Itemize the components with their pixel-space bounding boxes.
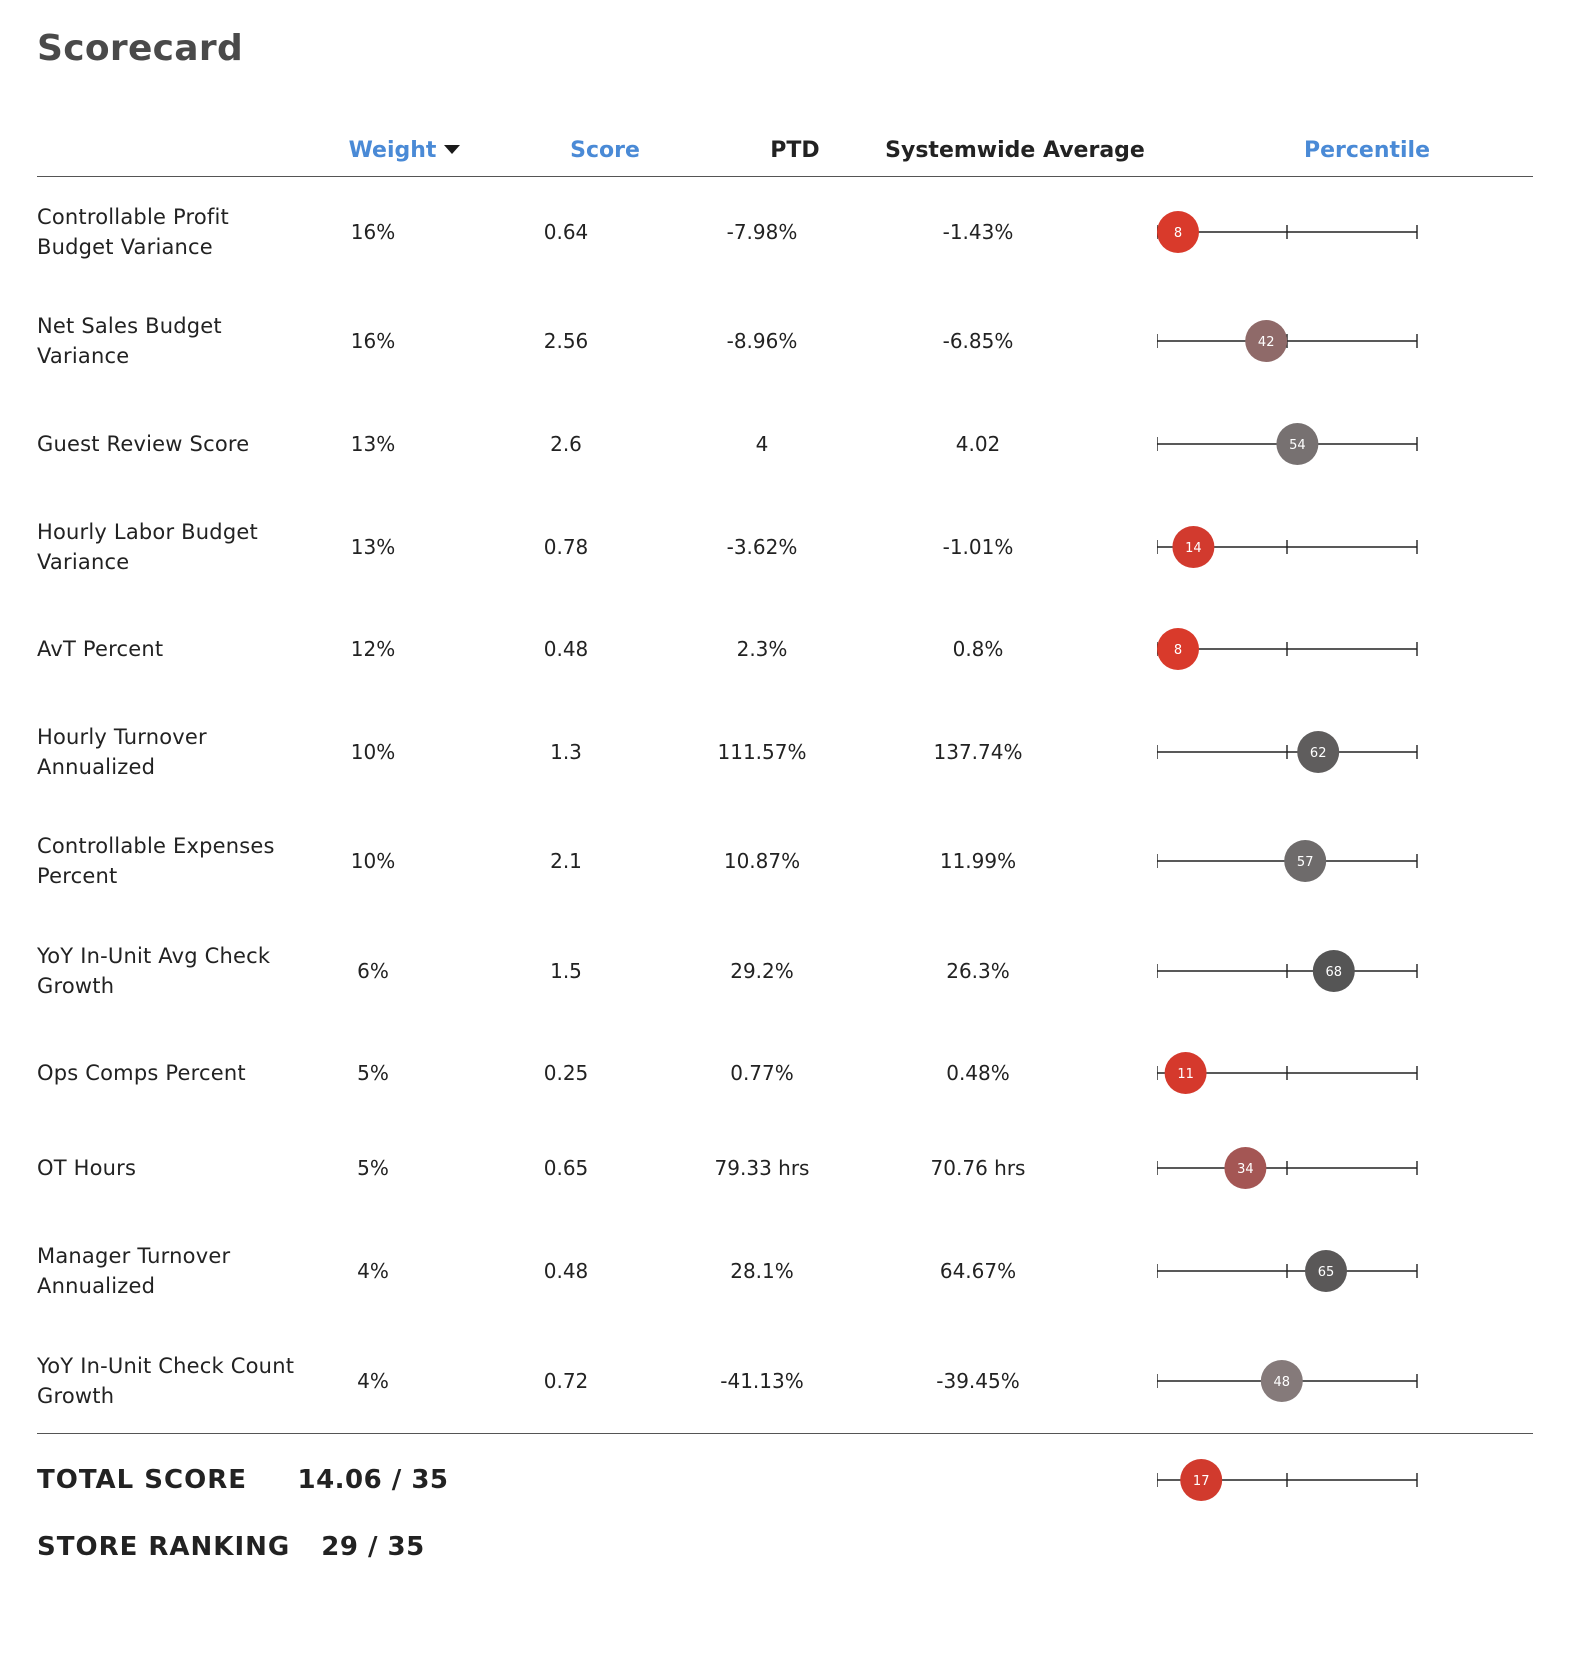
systemwide-average-cell: -6.85% — [942, 329, 1014, 353]
column-header-ptd: PTD — [770, 138, 820, 163]
total-percentile-indicator — [1157, 1455, 1429, 1505]
percentile-svg — [1157, 946, 1429, 996]
systemwide-average-cell: -1.43% — [942, 220, 1014, 244]
percentile-indicator — [1157, 419, 1429, 469]
score-cell: 0.48 — [543, 1259, 589, 1283]
ptd-cell: -8.96% — [726, 329, 798, 353]
systemwide-average-cell: 0.48% — [946, 1061, 1010, 1085]
page-title: Scorecard — [37, 28, 244, 69]
score-cell: 2.1 — [550, 849, 582, 873]
total-score-label: TOTAL SCORE — [37, 1465, 247, 1495]
percentile-value-label: 8 — [1173, 226, 1183, 241]
percentile-value-label: 42 — [1257, 335, 1275, 350]
metric-name: Net Sales Budget Variance — [37, 314, 222, 368]
ptd-cell: 79.33 hrs — [714, 1156, 810, 1180]
score-cell: 2.6 — [550, 432, 582, 456]
percentile-indicator — [1157, 1246, 1429, 1296]
systemwide-average-cell: 26.3% — [946, 959, 1010, 983]
systemwide-average-cell: -1.01% — [942, 535, 1014, 559]
column-header-percentile[interactable]: Percentile — [1303, 138, 1431, 163]
metric-name: Manager Turnover Annualized — [37, 1244, 231, 1298]
column-header-score[interactable]: Score — [570, 138, 640, 163]
percentile-svg — [1157, 316, 1429, 366]
weight-cell: 16% — [350, 329, 396, 353]
percentile-indicator — [1157, 727, 1429, 777]
weight-cell: 10% — [350, 849, 396, 873]
weight-cell: 4% — [357, 1369, 389, 1393]
ptd-cell: 2.3% — [736, 637, 788, 661]
score-cell: 2.56 — [543, 329, 589, 353]
score-cell: 1.3 — [550, 740, 582, 764]
footer-divider — [37, 1433, 1533, 1434]
ptd-cell: -3.62% — [726, 535, 798, 559]
percentile-indicator — [1157, 1356, 1429, 1406]
percentile-svg — [1157, 624, 1429, 674]
percentile-indicator — [1157, 946, 1429, 996]
percentile-value-label: 57 — [1296, 855, 1314, 870]
ptd-cell: 28.1% — [730, 1259, 794, 1283]
total-score-value: 14.06 / 35 — [297, 1465, 449, 1495]
weight-cell: 13% — [350, 432, 396, 456]
metric-name: AvT Percent — [37, 637, 164, 661]
percentile-indicator — [1157, 836, 1429, 886]
percentile-indicator — [1157, 1048, 1429, 1098]
percentile-value-label: 62 — [1309, 746, 1327, 761]
percentile-svg — [1157, 419, 1429, 469]
percentile-svg — [1157, 1246, 1429, 1296]
metric-name: Controllable Expenses Percent — [37, 834, 275, 888]
store-ranking-value: 29 / 35 — [321, 1532, 425, 1562]
score-cell: 0.72 — [543, 1369, 589, 1393]
percentile-value-label: 8 — [1173, 643, 1183, 658]
metric-name: Hourly Turnover Annualized — [37, 725, 207, 779]
percentile-svg — [1157, 727, 1429, 777]
total-percentile-svg — [1157, 1455, 1429, 1505]
percentile-indicator — [1157, 316, 1429, 366]
ptd-cell: 111.57% — [717, 740, 807, 764]
percentile-value-label: 34 — [1237, 1162, 1254, 1177]
weight-cell: 16% — [350, 220, 396, 244]
systemwide-average-cell: 4.02 — [955, 432, 1001, 456]
table-header — [37, 138, 1533, 184]
percentile-svg — [1157, 207, 1429, 257]
column-header-systemwide-average: Systemwide Average — [885, 138, 1145, 163]
percentile-svg — [1157, 1143, 1429, 1193]
percentile-value-label: 54 — [1289, 438, 1306, 453]
ptd-cell: 4 — [755, 432, 769, 456]
metric-name: Controllable Profit Budget Variance — [37, 205, 229, 259]
weight-cell: 6% — [357, 959, 389, 983]
metric-name: YoY In-Unit Avg Check Growth — [37, 944, 271, 998]
weight-cell: 5% — [357, 1061, 389, 1085]
column-header-weight-label: Weight — [348, 138, 437, 163]
weight-cell: 5% — [357, 1156, 389, 1180]
ptd-cell: -41.13% — [720, 1369, 804, 1393]
score-cell: 0.78 — [543, 535, 589, 559]
metric-name: Ops Comps Percent — [37, 1061, 246, 1085]
total-percentile-value-label: 17 — [1192, 1474, 1210, 1489]
percentile-value-label: 48 — [1273, 1375, 1291, 1390]
percentile-indicator — [1157, 522, 1429, 572]
score-cell: 0.64 — [543, 220, 589, 244]
caret-down-icon — [444, 145, 460, 154]
systemwide-average-cell: 64.67% — [939, 1259, 1017, 1283]
percentile-svg — [1157, 1048, 1429, 1098]
systemwide-average-cell: 11.99% — [939, 849, 1017, 873]
percentile-value-label: 11 — [1177, 1067, 1194, 1082]
percentile-value-label: 68 — [1325, 965, 1343, 980]
score-cell: 0.48 — [543, 637, 589, 661]
percentile-value-label: 14 — [1185, 541, 1202, 556]
metric-name: OT Hours — [37, 1156, 137, 1180]
score-cell: 0.25 — [543, 1061, 589, 1085]
metric-name: Hourly Labor Budget Variance — [37, 520, 258, 574]
metric-name: YoY In-Unit Check Count Growth — [37, 1354, 295, 1408]
percentile-indicator — [1157, 1143, 1429, 1193]
ptd-cell: 0.77% — [730, 1061, 794, 1085]
header-divider — [37, 176, 1533, 177]
systemwide-average-cell: 137.74% — [933, 740, 1023, 764]
weight-cell: 4% — [357, 1259, 389, 1283]
ptd-cell: -7.98% — [726, 220, 798, 244]
weight-cell: 13% — [350, 535, 396, 559]
percentile-svg — [1157, 522, 1429, 572]
systemwide-average-cell: -39.45% — [936, 1369, 1020, 1393]
percentile-indicator — [1157, 207, 1429, 257]
systemwide-average-cell: 70.76 hrs — [930, 1156, 1026, 1180]
score-cell: 1.5 — [550, 959, 582, 983]
weight-cell: 12% — [350, 637, 396, 661]
percentile-svg — [1157, 836, 1429, 886]
ptd-cell: 10.87% — [723, 849, 801, 873]
percentile-indicator — [1157, 624, 1429, 674]
weight-cell: 10% — [350, 740, 396, 764]
score-cell: 0.65 — [543, 1156, 589, 1180]
percentile-value-label: 65 — [1317, 1265, 1335, 1280]
percentile-svg — [1157, 1356, 1429, 1406]
store-ranking-label: STORE RANKING — [37, 1532, 291, 1562]
metric-name: Guest Review Score — [37, 432, 250, 456]
ptd-cell: 29.2% — [730, 959, 794, 983]
column-header-weight[interactable] — [317, 138, 492, 163]
systemwide-average-cell: 0.8% — [952, 637, 1004, 661]
